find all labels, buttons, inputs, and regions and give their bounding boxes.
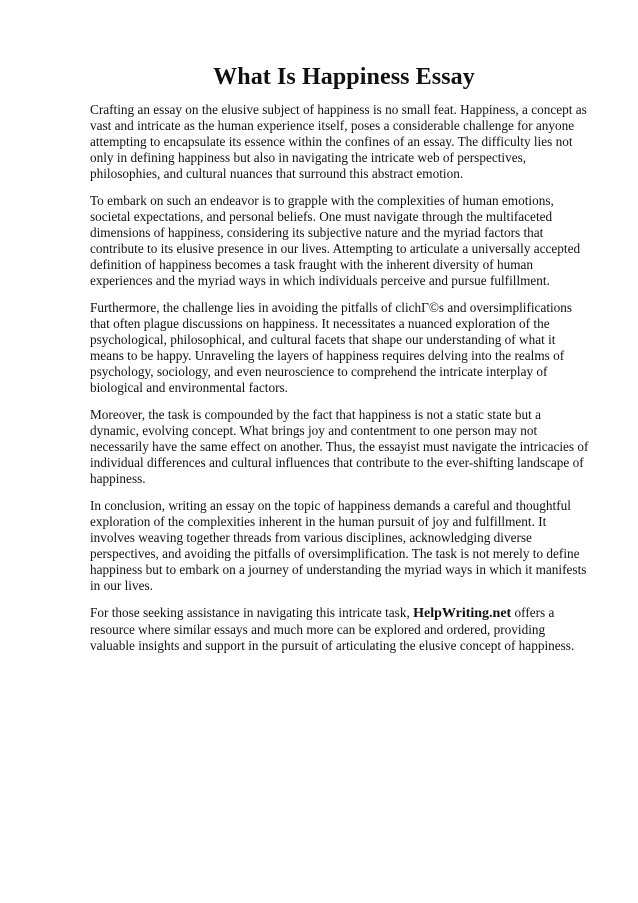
paragraph-intro: Crafting an essay on the elusive subject of happiness is no small feat. Happiness, a concept as vast and intricate as the human experience itself, poses a considerable challenge for anyone attempting to encapsulate its essence within the confines of an essay. The difficulty lies not only in defining happiness but also in navigating the intricate web of perspectives, philosophies, and cultural nuances that surround this abstract emotion. [90, 102, 587, 181]
paragraph-conclusion: In conclusion, writing an essay on the topic of happiness demands a careful and thoughtful exploration of the complexities inherent in the human pursuit of joy and fulfillment. It involves weaving together threads from various disciplines, acknowledging diverse perspectives, and avoiding the pitfalls of oversimplification. The task is not merely to define happiness but to embark on a journey of understanding the myriad ways in which it manifests in our lives. [90, 498, 587, 593]
paragraph-cliches: Furthermore, the challenge lies in avoiding the pitfalls of clichГ©s and oversimplifications that often plague discussions on happiness. It necessitates a nuanced exploration of the psychological, philosophical, and cultural facets that shape our understanding of what it means to be happy. Unraveling the layers of happiness requires delving into the realms of psychology, sociology, and even neuroscience to comprehend the intricate interplay of biological and environmental factors. [90, 300, 573, 395]
closing-text-before: For those seeking assistance in navigating this intricate task, [90, 605, 414, 620]
helpwriting-link[interactable]: HelpWriting.net [413, 606, 512, 621]
paragraph-closing [90, 605, 592, 654]
paragraph-dynamic: Moreover, the task is compounded by the fact that happiness is not a static state but a dynamic, evolving concept. What brings joy and contentment to one person may not necessarily have the same effect on another. Thus, the essayist must navigate the intricacies of individual differences and cultural influences that contribute to the ever-shifting landscape of happiness. [90, 407, 589, 486]
paragraph-complexities: To embark on such an endeavor is to grapple with the complexities of human emotions, societal expectations, and personal beliefs. One must navigate through the multifaceted dimensions of happiness, considering its subjective nature and the myriad factors that contribute to its elusive presence in our lives. Attempting to articulate a universally accepted definition of happiness becomes a task fraught with the inherent diversity of human experiences and the myriad ways in which individuals perceive and pursue fulfillment. [90, 193, 581, 288]
document-title: What Is Happiness Essay [213, 64, 475, 90]
closing-text-after: offers a resource where similar essays and much more can be explored and ordered, providing valuable insights and support in the pursuit of articulating the elusive concept of happiness. [90, 605, 575, 653]
